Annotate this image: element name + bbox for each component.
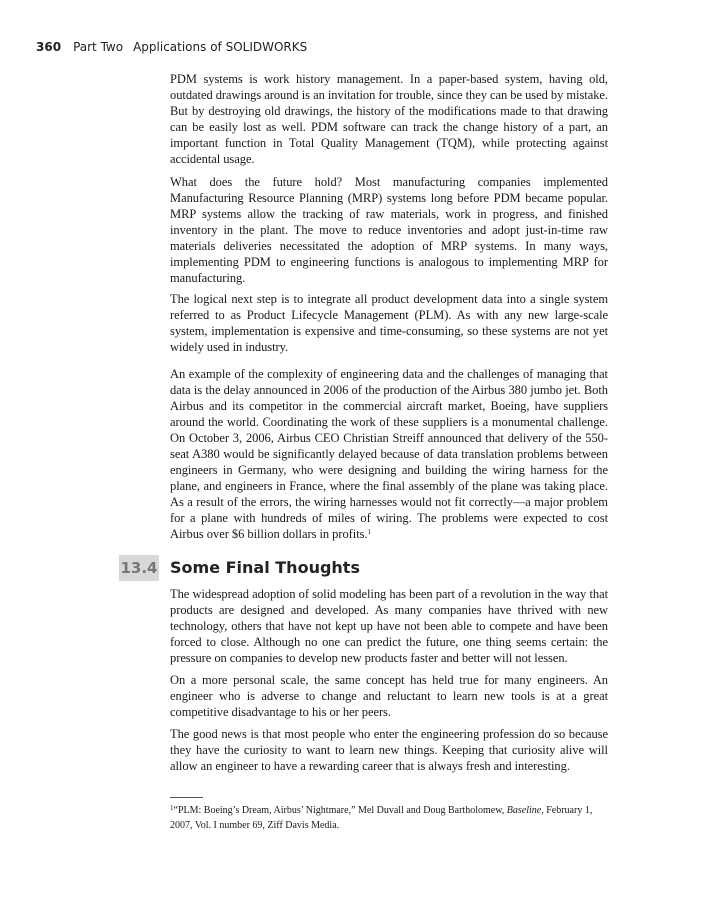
footnote-rule bbox=[170, 797, 203, 798]
page-number: 360 bbox=[36, 40, 62, 54]
running-head bbox=[36, 40, 307, 54]
paragraph-text: On a more personal scale, the same concept has held true for many engineers. An engineer who is adverse to change and reluctant to learn new tools is at a great competitive disadvantage to his or her peers. bbox=[170, 673, 608, 719]
paragraph-plm bbox=[170, 291, 608, 355]
paragraph-text: The good news is that most people who enter the engineering profession do so because they have the curiosity to want to learn new things. Keeping that curiosity alive will allow an engineer to have a rewarding career that is always fresh and interesting. bbox=[170, 727, 608, 773]
paragraph-personal-scale bbox=[170, 672, 608, 720]
footnote-mark: 1 bbox=[170, 804, 174, 812]
paragraph-text: PDM systems is work history management. In a paper-based system, having old, outdated drawings around is an invitation for trouble, since they can be used by mistake. But by destroying old drawings, the history of the modifications made to that drawing can be easily lost as well. PDM software can track the change history of a part, an important function in Total Quality Management (TQM), while protecting against accidental usage. bbox=[170, 72, 608, 166]
part-label: Part Two bbox=[73, 40, 124, 54]
paragraph-future bbox=[170, 174, 608, 286]
paragraph-airbus bbox=[170, 366, 608, 542]
paragraph-text: An example of the complexity of engineering data and the challenges of managing that data is the delay announced in 2006 of the production of the Airbus 380 jumbo jet. Both Airbus and its competitor in the commercial aircraft market, Boeing, have suppliers around the world. Coordinating the work of these suppliers is a monumental challenge. On October 3, 2006, Airbus CEO Christian Streiff announced that delivery of the 550-seat A380 would be significantly delayed because of data translation problems between engineers in Germany, who were designing and building the wiring harness for the plane, and engineers in France, where the final assembly of the plane was taking place. As a result of the errors, the wiring harnesses would not fit correctly—a major problem for a plane with hundreds of miles of wiring. The problems were expected to cost Airbus over $6 billion dollars in profits. bbox=[170, 367, 608, 541]
book-title: Applications of SOLIDWORKS bbox=[133, 40, 308, 54]
footnote-reference[interactable]: 1 bbox=[367, 528, 371, 536]
section-title: Some Final Thoughts bbox=[170, 558, 360, 577]
footnote-text-after: , February 1, 2007, Vol. I number 69, Ziff Davis Media. bbox=[170, 805, 593, 831]
footnote-publication: Baseline bbox=[506, 805, 542, 816]
paragraph-text: The widespread adoption of solid modeling has been part of a revolution in the way that products are designed and developed. As many companies have thrived with new technology, others that have not kept up have not been able to compete and have been forced to close. Although no one can predict the future, one thing seems certain: the pressure on companies to develop new products faster and better will not lessen. bbox=[170, 587, 608, 665]
footnote bbox=[170, 801, 610, 833]
section-number: 13.4 bbox=[119, 555, 159, 581]
footnote-text-before: “PLM: Boeing’s Dream, Airbus’ Nightmare,” Mel Duvall and Doug Bartholomew, bbox=[173, 805, 507, 816]
paragraph-solid-modeling bbox=[170, 586, 608, 666]
paragraph-text: What does the future hold? Most manufacturing companies implemented Manufacturing Resource Planning (MRP) systems long before PDM became popular. MRP systems allow the tracking of raw materials, work in progress, and finished inventory in the plant. The move to reduce inventories and adopt just-in-time raw materials deliveries necessitated the adoption of MRP systems. In many ways, implementing PDM to engineering functions is analogous to implementing MRP for manufacturing. bbox=[170, 175, 608, 285]
paragraph-text: The logical next step is to integrate all product development data into a single system referred to as Product Lifecycle Management (PLM). As with any new large-scale system, implementation is expensive and time-consuming, so these systems are not yet widely used in industry. bbox=[170, 292, 608, 354]
paragraph-good-news bbox=[170, 726, 608, 774]
paragraph-pdm-history bbox=[170, 71, 608, 167]
